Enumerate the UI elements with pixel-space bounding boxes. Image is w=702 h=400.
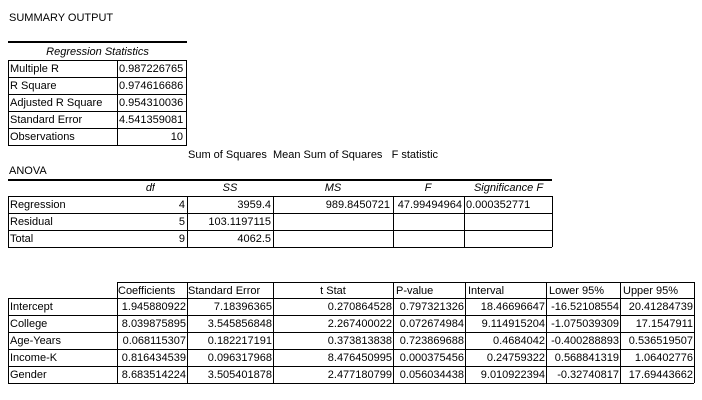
anova-f: 47.99494964 bbox=[397, 199, 462, 211]
anova-ms: 989.8450721 bbox=[325, 199, 390, 211]
coef-header-t-stat: t Stat bbox=[320, 285, 346, 297]
anova-ss: 3959.4 bbox=[237, 199, 271, 211]
coef-lower: -0.400288893 bbox=[551, 335, 619, 347]
coef-row-label: Age-Years bbox=[10, 335, 61, 347]
coef-t: 2.477180799 bbox=[327, 369, 392, 381]
coef-header-upper-95: Upper 95% bbox=[623, 285, 679, 297]
coef-header-standard-error: Standard Error bbox=[188, 285, 261, 297]
anova-ss: 4062.5 bbox=[237, 233, 271, 245]
coef-lower: -0.32740817 bbox=[557, 369, 619, 381]
anova-row-label: Regression bbox=[10, 199, 66, 211]
coef-se: 0.096317968 bbox=[207, 352, 272, 364]
stat-label: R Square bbox=[10, 80, 57, 92]
coef-row-label: College bbox=[10, 318, 48, 330]
coef-row-label: Income-K bbox=[10, 352, 58, 364]
coef-lower: 0.568841319 bbox=[554, 352, 619, 364]
anova-header-df: df bbox=[145, 182, 155, 194]
coef-header-p-value: P-value bbox=[396, 285, 434, 297]
coef-se: 7.18396365 bbox=[213, 301, 272, 313]
coef-p: 0.072674984 bbox=[399, 318, 464, 330]
coef-p: 0.056034438 bbox=[399, 369, 464, 381]
stat-value: 10 bbox=[170, 131, 183, 143]
coef-lower: -16.52108554 bbox=[551, 301, 619, 313]
coef-lower: -1.075039309 bbox=[551, 318, 619, 330]
coef-value: 1.945880922 bbox=[121, 301, 186, 313]
anova-row-label: Residual bbox=[10, 216, 53, 228]
stat-label: Standard Error bbox=[10, 114, 83, 126]
coef-value: 8.039875895 bbox=[121, 318, 186, 330]
coef-p: 0.000375456 bbox=[399, 352, 464, 364]
anova-df: 9 bbox=[178, 233, 185, 245]
stat-label: Multiple R bbox=[10, 63, 59, 75]
coef-header-interval: Interval bbox=[468, 285, 505, 297]
coef-upper: 0.536519507 bbox=[628, 335, 693, 347]
coef-interval: 0.4684042 bbox=[493, 335, 545, 347]
coef-t: 0.373813838 bbox=[327, 335, 392, 347]
coef-header-lower-95: Lower 95% bbox=[549, 285, 605, 297]
coef-se: 3.505401878 bbox=[207, 369, 272, 381]
coef-p: 0.723869688 bbox=[399, 335, 464, 347]
coef-se: 0.182217191 bbox=[207, 335, 272, 347]
coef-row-label: Intercept bbox=[10, 301, 53, 313]
stat-label: Adjusted R Square bbox=[10, 97, 103, 109]
coef-upper: 1.06402776 bbox=[634, 352, 693, 364]
coef-row-label: Gender bbox=[10, 369, 47, 381]
coef-t: 8.476450995 bbox=[327, 352, 392, 364]
summary-title: SUMMARY OUTPUT bbox=[9, 12, 114, 24]
coef-upper: 17.1547911 bbox=[635, 318, 693, 330]
coef-interval: 0.24759322 bbox=[486, 352, 545, 364]
anova-ss: 103.1197115 bbox=[208, 216, 271, 228]
coef-value: 0.816434539 bbox=[121, 352, 186, 364]
coef-interval: 18.46696647 bbox=[480, 301, 545, 313]
coef-interval: 9.010922394 bbox=[480, 369, 545, 381]
anova-df: 5 bbox=[178, 216, 185, 228]
stat-value: 0.987226765 bbox=[119, 63, 183, 75]
stat-value: 4.541359081 bbox=[119, 114, 183, 126]
coef-value: 0.068115307 bbox=[122, 335, 186, 347]
stat-label: Observations bbox=[10, 131, 75, 143]
anova-title: ANOVA bbox=[9, 165, 47, 177]
anova-df: 4 bbox=[178, 199, 185, 211]
coef-upper: 20.41284739 bbox=[628, 301, 693, 313]
coef-t: 0.270864528 bbox=[327, 301, 392, 313]
anova-annotation: Sum of Squares Mean Sum of Squares F statistic bbox=[188, 149, 439, 161]
coef-se: 3.545856848 bbox=[207, 318, 272, 330]
stat-value: 0.954310036 bbox=[119, 97, 183, 109]
coef-t: 2.267400022 bbox=[327, 318, 392, 330]
coef-header-coefficients: Coefficients bbox=[118, 285, 176, 297]
regression-statistics-header: Regression Statistics bbox=[46, 46, 149, 58]
coef-upper: 17.69443662 bbox=[628, 369, 693, 381]
anova-header-f: F bbox=[424, 182, 432, 194]
anova-row-label: Total bbox=[10, 233, 34, 245]
coef-value: 8.683514224 bbox=[121, 369, 186, 381]
coef-interval: 9.114915204 bbox=[481, 318, 545, 330]
coef-p: 0.797321326 bbox=[399, 301, 464, 313]
anova-sig: 0.000352771 bbox=[466, 199, 530, 211]
anova-header-ss: SS bbox=[222, 182, 238, 194]
anova-header-sig: Significance F bbox=[473, 182, 544, 194]
anova-header-ms: MS bbox=[324, 182, 342, 194]
stat-value: 0.974616686 bbox=[119, 80, 183, 92]
